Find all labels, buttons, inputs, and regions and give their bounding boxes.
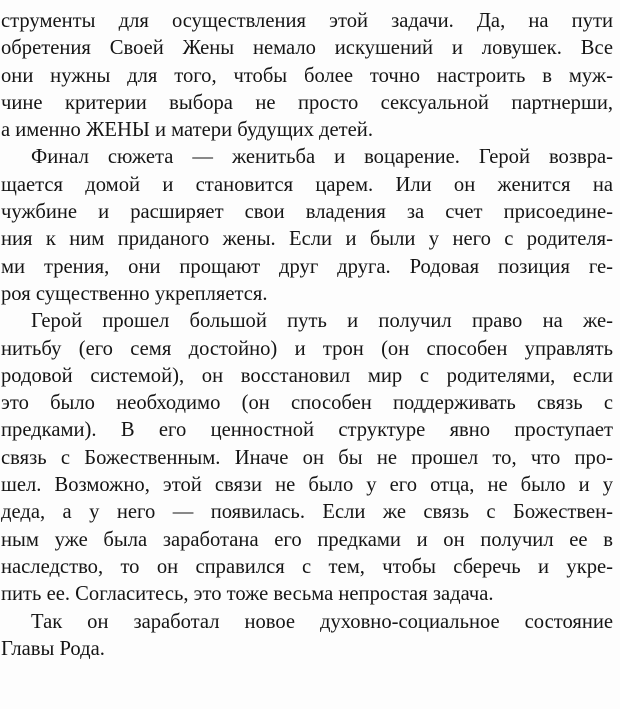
text-line-13: нитьбу (его семя достойно) и трон (он способен управлять — [1, 337, 613, 360]
text-line-18: шел. Возможно, этой связи не было у его отца, не было и у — [1, 474, 613, 497]
body-text — [1, 8, 613, 663]
text-line-10: ми трения, они прощают друг друга. Родовая позиция ге- — [1, 255, 613, 278]
text-line-3: они нужны для того, чтобы более точно настроить в муж- — [1, 64, 613, 87]
text-line-2: обретения Своей Жены немало искушений и ловушек. Все — [1, 37, 613, 60]
text-line-1: струменты для осуществления этой задачи. Да, на пути — [1, 10, 613, 32]
text-line-15: это было необходимо (он способен поддерживать связь с — [1, 392, 613, 415]
text-line-20: ным уже была заработана его предками и он получил ее в — [1, 528, 613, 551]
text-line-8: чужбине и расширяет свои владения за счет присоедине- — [1, 201, 613, 224]
text-line-19: деда, а у него — появилась. Если же связь с Божествен- — [1, 501, 613, 524]
text-line-6: Финал сюжета — женитьба и воцарение. Герой возвра- — [31, 146, 613, 169]
text-line-12: Герой прошел большой путь и получил право на же- — [31, 310, 613, 333]
text-line-24: Главы Рода. — [1, 637, 105, 660]
text-line-16: предками). В его ценностной структуре явно проступает — [1, 419, 613, 442]
text-line-5: а именно ЖЕНЫ и матери будущих детей. — [1, 119, 373, 142]
text-line-17: связь с Божественным. Иначе он бы не прошел то, что про- — [1, 446, 613, 469]
text-line-9: ния к ним приданого жены. Если и были у него с родителя- — [1, 228, 613, 251]
text-line-23: Так он заработал новое духовно-социальное состояние — [31, 610, 613, 633]
text-line-4: чине критерии выбора не просто сексуальной партнерши, — [1, 91, 613, 114]
text-line-22: пить ее. Согласитесь, это тоже весьма непростая задача. — [1, 583, 494, 606]
text-line-11: роя существенно укрепляется. — [1, 282, 268, 305]
text-line-7: щается домой и становится царем. Или он женится на — [1, 173, 613, 196]
text-line-14: родовой системой), он восстановил мир с родителями, если — [1, 364, 613, 387]
text-line-21: наследство, то он справился с тем, чтобы сберечь и укре- — [1, 555, 613, 578]
